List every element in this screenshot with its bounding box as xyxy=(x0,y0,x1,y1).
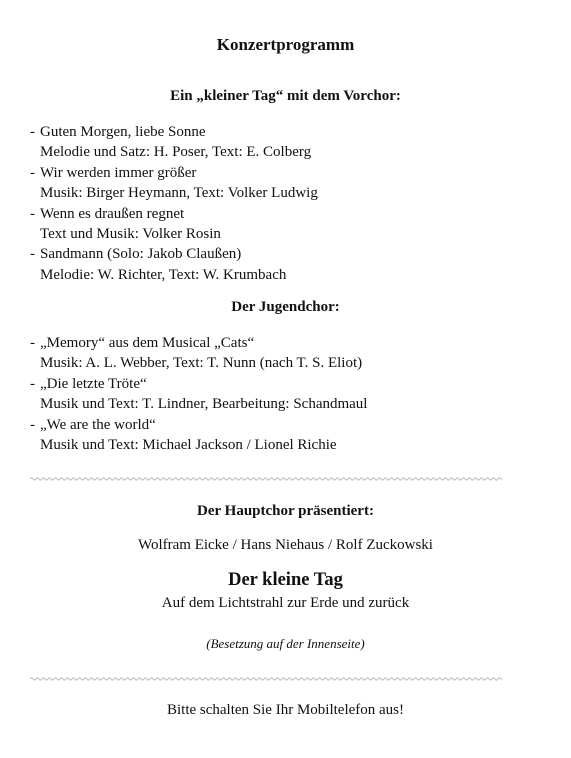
piece-credits: Musik und Text: Michael Jackson / Lionel Richie xyxy=(40,437,337,454)
hauptchor-heading: Der Hauptchor präsentiert: xyxy=(197,503,374,519)
list-item: - Wir werden immer größer Musik: Birger Heymann, Text: Volker Ludwig xyxy=(30,163,530,204)
list-item: - „Die letzte Tröte“ Musik und Text: T. Lindner, Bearbeitung: Schandmaul xyxy=(30,374,530,415)
list-item: - Wenn es draußen regnet Text und Musik: Volker Rosin xyxy=(30,204,530,245)
piece-credits: Musik: Birger Heymann, Text: Volker Ludwig xyxy=(40,185,318,202)
list-item: - „Memory“ aus dem Musical „Cats“ Musik: A. L. Webber, Text: T. Nunn (nach T. S. Eliot) xyxy=(30,333,530,374)
piece-credits: Musik und Text: T. Lindner, Bearbeitung: Schandmaul xyxy=(40,396,368,413)
vorchor-list xyxy=(30,122,530,285)
piece-credits: Melodie: W. Richter, Text: W. Krumbach xyxy=(40,266,287,283)
piece-title: „Memory“ aus dem Musical „Cats“ xyxy=(40,335,255,351)
piece-title: Wir werden immer größer xyxy=(40,164,197,181)
wavy-line-graphic xyxy=(30,676,502,682)
page-title: Konzertprogramm xyxy=(216,35,355,54)
list-item: - Guten Morgen, liebe Sonne Melodie und Satz: H. Poser, Text: E. Colberg xyxy=(30,122,530,163)
piece-credits: Melodie und Satz: H. Poser, Text: E. Colberg xyxy=(40,144,312,161)
mobile-phone-notice: Bitte schalten Sie Ihr Mobiltelefon aus! xyxy=(166,702,405,718)
jugendchor-list xyxy=(30,333,530,455)
work-subtitle: Auf dem Lichtstrahl zur Erde und zurück xyxy=(161,595,410,611)
piece-credits: Musik: A. L. Webber, Text: T. Nunn (nach T. S. Eliot) xyxy=(40,355,363,372)
work-title: Der kleine Tag xyxy=(228,570,343,590)
cast-note: (Besetzung auf der Innenseite) xyxy=(206,636,365,651)
wavy-line-graphic xyxy=(30,476,502,482)
piece-title: „We are the world“ xyxy=(40,416,156,433)
piece-title: „Die letzte Tröte“ xyxy=(40,375,147,392)
list-item: - „We are the world“ Musik und Text: Michael Jackson / Lionel Richie xyxy=(30,415,530,456)
wavy-divider xyxy=(30,476,502,482)
jugendchor-heading: Der Jugendchor: xyxy=(231,299,340,315)
piece-title: Wenn es draußen regnet xyxy=(40,205,185,222)
wavy-divider xyxy=(30,676,502,682)
piece-title: Guten Morgen, liebe Sonne xyxy=(40,124,206,140)
list-item: - Sandmann (Solo: Jakob Claußen) Melodie: W. Richter, Text: W. Krumbach xyxy=(30,244,530,285)
piece-title: Sandmann (Solo: Jakob Claußen) xyxy=(40,246,242,263)
composer-names: Wolfram Eicke / Hans Niehaus / Rolf Zuckowski xyxy=(138,537,433,553)
vorchor-heading: Ein „kleiner Tag“ mit dem Vorchor: xyxy=(170,88,401,104)
piece-credits: Text und Musik: Volker Rosin xyxy=(40,226,221,243)
